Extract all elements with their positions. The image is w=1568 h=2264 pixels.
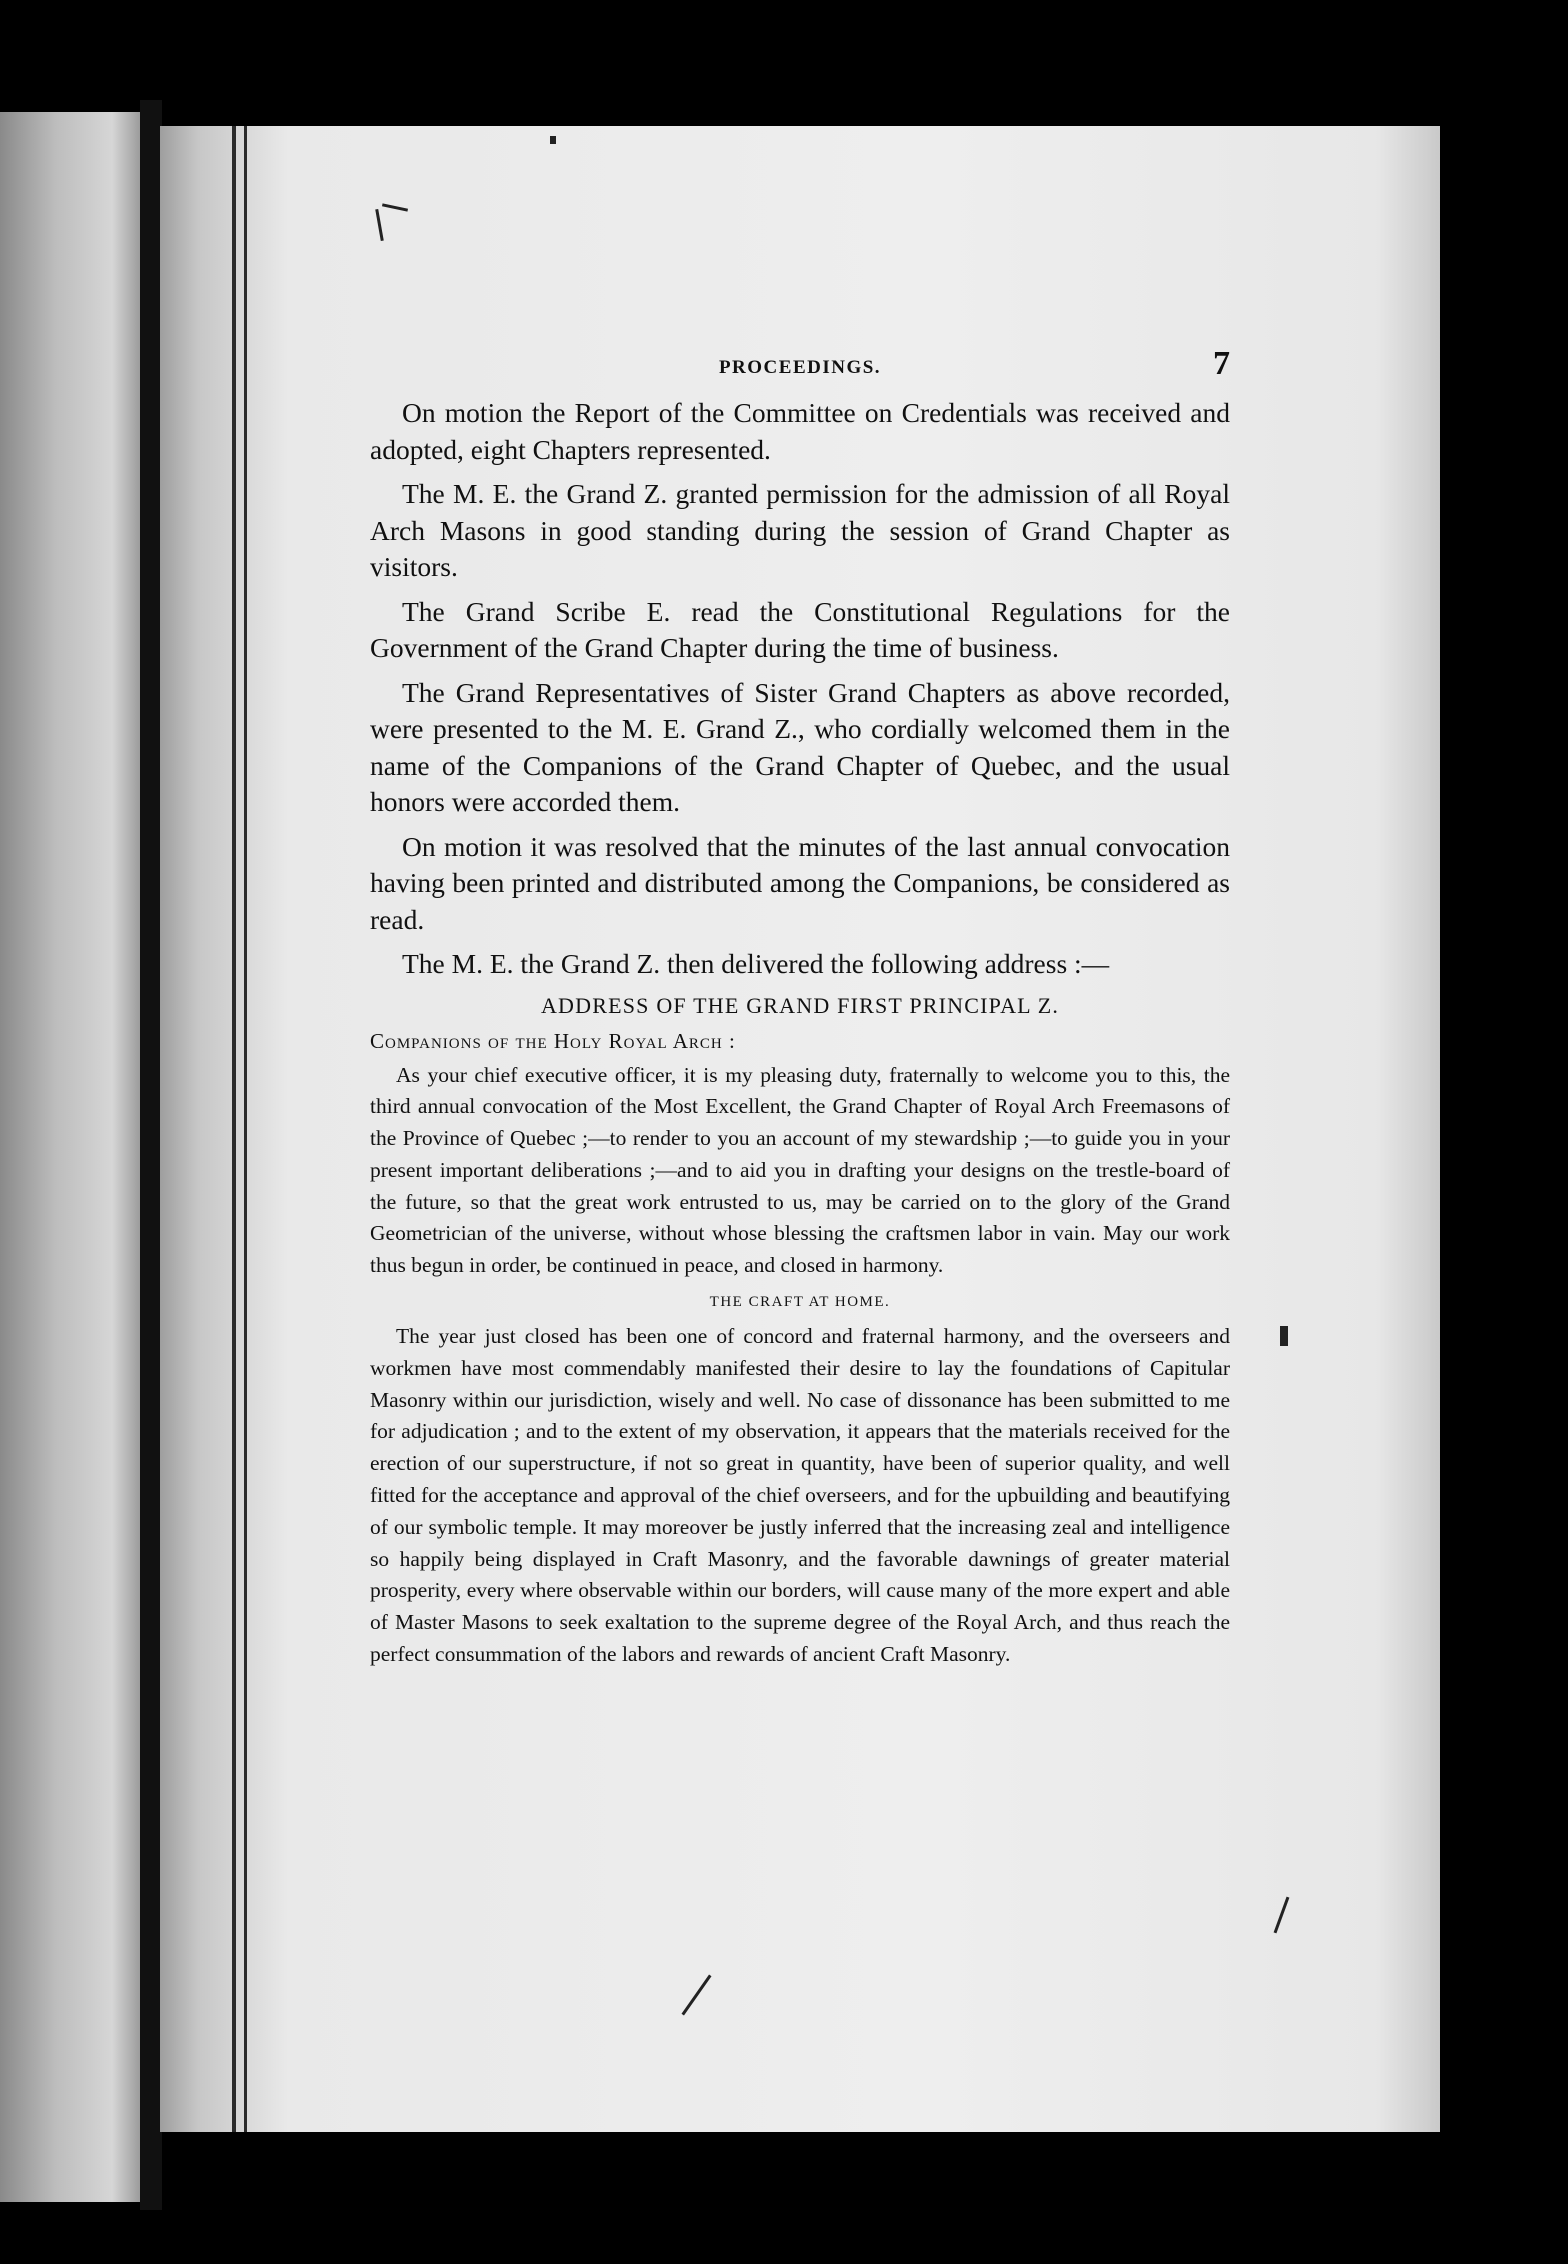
spine-shadow-line	[244, 126, 247, 2132]
spine-shadow-line	[232, 126, 236, 2132]
paragraph-visitors: The M. E. the Grand Z. granted permission for the admission of all Royal Arch Masons in good standing during the session of Grand Chapter as visitors.	[370, 478, 1230, 582]
paragraph-representatives: The Grand Representatives of Sister Grand Chapters as above recorded, were presented to the M. E. Grand Z., who cordially welcomed them in the name of the Companions of the Grand Chapter of Quebec, and the usual honors were accorded them.	[370, 676, 1230, 817]
page-number: 7	[1213, 345, 1230, 382]
running-title: PROCEEDINGS.	[718, 357, 882, 378]
facing-page-edge	[0, 112, 140, 2202]
paragraph-credentials: On motion the Report of the Committee on Credentials was received and adopted, eight Chapters represented.	[370, 397, 1230, 465]
scan-speck	[1274, 1897, 1290, 1934]
scan-speck	[550, 136, 556, 144]
scan-speck	[682, 1974, 712, 2015]
scan-speck	[1280, 1326, 1288, 1346]
address-title: ADDRESS OF THE GRAND FIRST PRINCIPAL Z.	[540, 992, 1060, 1018]
scan-speck	[382, 203, 408, 211]
page-text	[370, 345, 1230, 1671]
running-header	[370, 345, 1230, 395]
section-heading: THE CRAFT AT HOME.	[709, 1294, 891, 1311]
paragraph-minutes: On motion it was resolved that the minutes of the last annual convocation having been printed and distributed among the Companions, be considered as read.	[370, 830, 1230, 935]
paragraph-regulations: The Grand Scribe E. read the Constitutional Regulations for the Government of the Grand Chapter during the time of business.	[370, 595, 1230, 663]
address-opening: As your chief executive officer, it is my pleasing duty, fraternally to welcome you to this, the third annual convocation of the Most Excellent, the Grand Chapter of Royal Arch Freemasons of the Province of Quebec ;—to render to you an account of my stewardship ;—to guide you in your present important deliberations ;—and to aid you in drafting your designs on the trestle-board of the future, so that the great work entrusted to us, may be carried on to the glory of the Grand Geometrician of the universe, without whose blessing the craftsmen labor in vain. May our work thus begun in order, be continued in peace, and closed in harmony.	[370, 1062, 1230, 1278]
book-gutter	[140, 100, 162, 2210]
section-body: The year just closed has been one of concord and fraternal harmony, and the overseers and workmen have most commendably manifested their desire to lay the foundations of Capitular Masonry within our jurisdiction, wisely and well. No case of dissonance has been submitted to me for adjudication ; and to the extent of my observation, it appears that the materials received for the erection of our superstructure, if not so great in quantity, have been of superior quality, and well fitted for the acceptance and approval of the chief overseers, and for the upbuilding and beautifying of our symbolic temple. It may moreover be justly inferred that the increasing zeal and intelligence so happily being displayed in Craft Masonry, and the favorable dawnings of greater material prosperity, every where observable within our borders, will cause many of the more expert and able of Master Masons to seek exaltation to the supreme degree of the Royal Arch, and thus reach the perfect consummation of the labors and rewards of ancient Craft Masonry.	[370, 1324, 1230, 1667]
address-salutation: Companions of the Holy Royal Arch :	[370, 1028, 736, 1053]
paragraph-address-intro: The M. E. the Grand Z. then delivered the following address :—	[402, 948, 1110, 979]
scan-speck	[375, 209, 384, 241]
